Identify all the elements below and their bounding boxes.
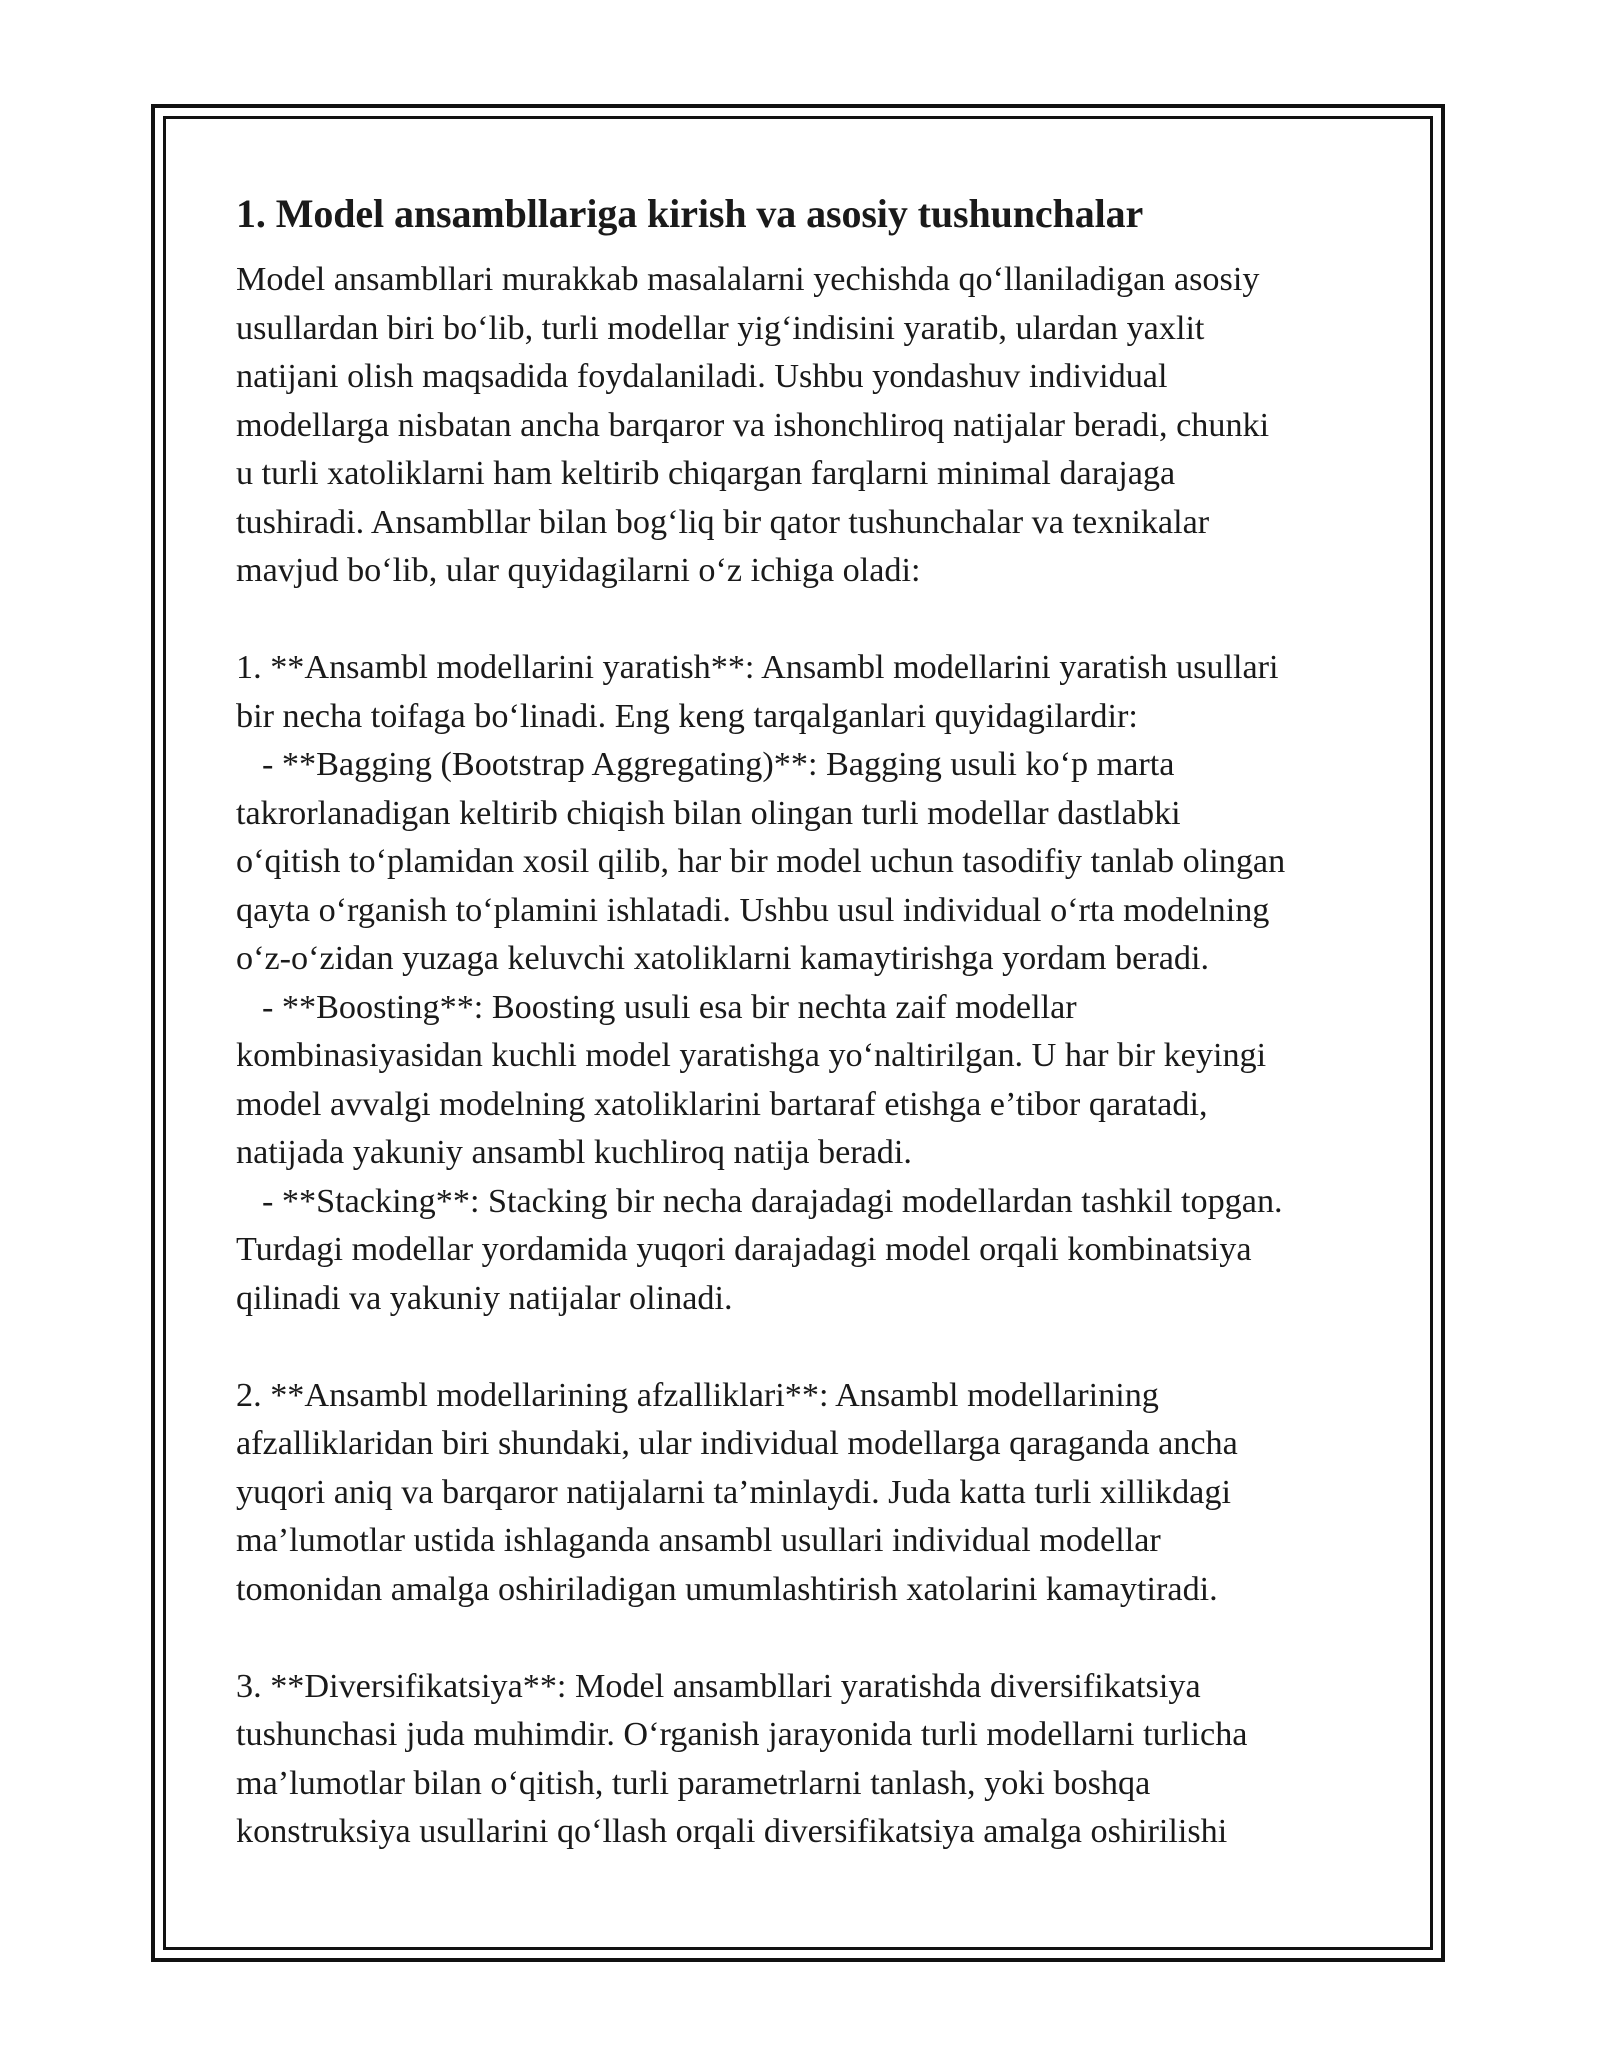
text-line: yuqori aniq va barqaror natijalarni ta’minlaydi. Juda katta turli xillikdagi bbox=[236, 1473, 1231, 1511]
document-body bbox=[236, 186, 1376, 1857]
text-line: o‘z-o‘zidan yuzaga keluvchi xatoliklarni kamaytirishga yordam beradi. bbox=[236, 940, 1210, 977]
text-line: model avvalgi modelning xatoliklarini bartaraf etishga e’tibor qaratadi, bbox=[236, 1085, 1208, 1123]
text-line: afzalliklaridan biri shundaki, ular individual modellarga qaraganda ancha bbox=[236, 1425, 1238, 1462]
text-line: konstruksiya usullarini qo‘llash orqali diversifikatsiya amalga oshirilishi bbox=[236, 1813, 1228, 1850]
text-line: Model ansambllari murakkab masalalarni yechishda qo‘llaniladigan asosiy bbox=[236, 261, 1260, 298]
paragraph-gap bbox=[236, 596, 1376, 645]
text-line: qilinadi va yakuniy natijalar olinadi. bbox=[236, 1279, 733, 1317]
text-line: qayta o‘rganish to‘plamini ishlatadi. Ushbu usul individual o‘rta modelning bbox=[236, 891, 1270, 929]
text-line: u turli xatoliklarni ham keltirib chiqargan farqlarni minimal darajaga bbox=[236, 455, 1176, 492]
intro-paragraph bbox=[236, 256, 1376, 596]
text-line: modellarga nisbatan ancha barqaror va ishonchliroq natijalar beradi, chunki bbox=[236, 406, 1270, 444]
text-line: o‘qitish to‘plamidan xosil qilib, har bir model uchun tasodifiy tanlab olingan bbox=[236, 843, 1286, 880]
text-line: tushiradi. Ansambllar bilan bog‘liq bir qator tushunchalar va texnikalar bbox=[236, 503, 1210, 541]
text-line: usullardan biri bo‘lib, turli modellar yig‘indisini yaratib, ulardan yaxlit bbox=[236, 309, 1205, 347]
text-line: 1. **Ansambl modellarini yaratish**: Ansambl modellarini yaratish usullari bbox=[236, 649, 1279, 686]
text-line: 2. **Ansambl modellarining afzalliklari**: Ansambl modellarining bbox=[236, 1376, 1159, 1414]
text-line: ma’lumotlar bilan o‘qitish, turli parametrlarni tanlash, yoki boshqa bbox=[236, 1764, 1151, 1802]
list-item-ensemble-creation bbox=[236, 644, 1376, 1323]
text-line: kombinasiyasidan kuchli model yaratishga yo‘naltirilgan. U har bir keyingi bbox=[236, 1037, 1267, 1074]
text-line: tomonidan amalga oshiriladigan umumlashtirish xatolarini kamaytiradi. bbox=[236, 1570, 1218, 1608]
list-item-advantages bbox=[236, 1372, 1376, 1615]
paragraph-gap bbox=[236, 1614, 1376, 1663]
text-line: Turdagi modellar yordamida yuqori darajadagi model orqali kombinatsiya bbox=[236, 1231, 1252, 1268]
text-line: - **Bagging (Bootstrap Aggregating)**: Bagging usuli ko‘p marta bbox=[262, 746, 1175, 783]
text-line: natijani olish maqsadida foydalaniladi. Ushbu yondashuv individual bbox=[236, 358, 1168, 395]
text-line: mavjud bo‘lib, ular quyidagilarni o‘z ichiga oladi: bbox=[236, 552, 921, 589]
text-line: 3. **Diversifikatsiya**: Model ansambllari yaratishda diversifikatsiya bbox=[236, 1667, 1201, 1705]
paragraph-gap bbox=[236, 1323, 1376, 1372]
text-line: natijada yakuniy ansambl kuchliroq natija beradi. bbox=[236, 1134, 912, 1171]
text-line: takrorlanadigan keltirib chiqish bilan olingan turli modellar dastlabki bbox=[236, 794, 1181, 832]
text-line: tushunchasi juda muhimdir. O‘rganish jarayonida turli modellarni turlicha bbox=[236, 1716, 1248, 1753]
text-line: - **Boosting**: Boosting usuli esa bir nechta zaif modellar bbox=[262, 988, 1077, 1026]
text-line: bir necha toifaga bo‘linadi. Eng keng tarqalganlari quyidagilardir: bbox=[236, 697, 1138, 735]
list-item-diversification bbox=[236, 1663, 1376, 1857]
section-heading: 1. Model ansambllariga kirish va asosiy tushunchalar bbox=[236, 191, 1144, 236]
text-line: ma’lumotlar ustida ishlaganda ansambl usullari individual modellar bbox=[236, 1522, 1161, 1559]
text-line: - **Stacking**: Stacking bir necha darajadagi modellardan tashkil topgan. bbox=[262, 1182, 1283, 1220]
